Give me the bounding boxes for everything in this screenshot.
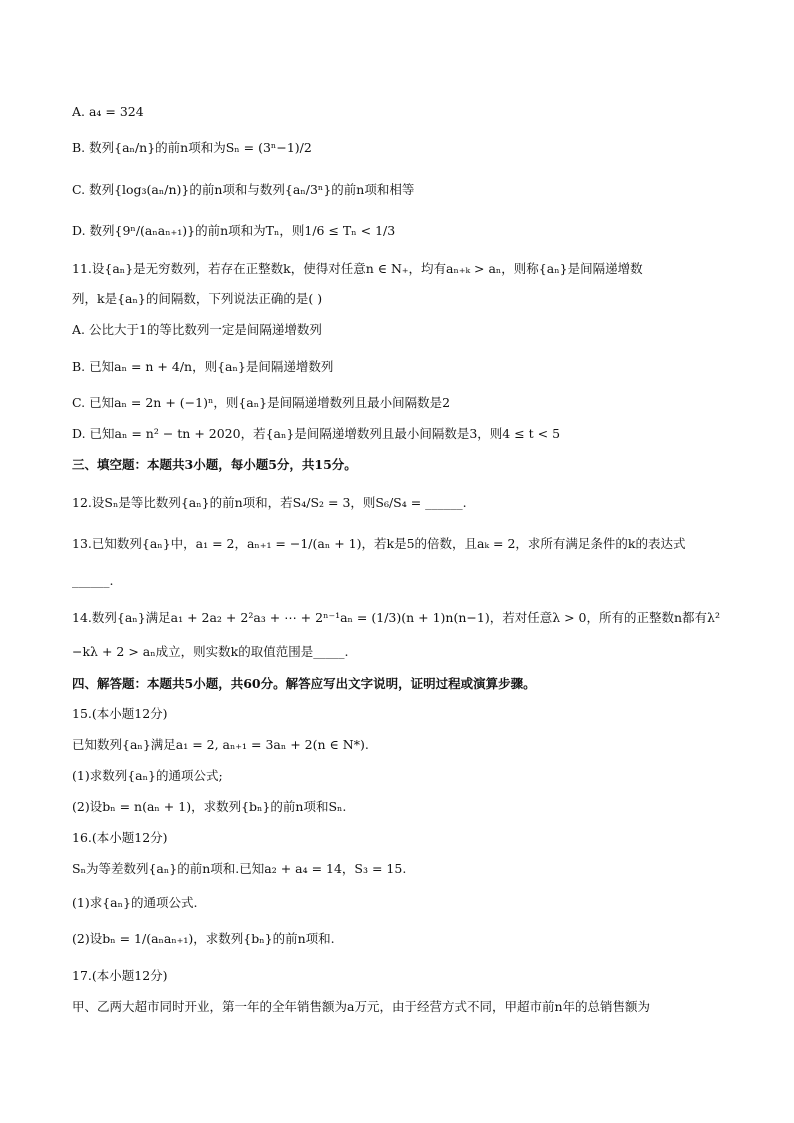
option-b-q10: B. 数列{aₙ/n}的前n项和为Sₙ = (3ⁿ−1)/2 bbox=[72, 140, 312, 155]
question-15-stem: 已知数列{aₙ}满足a₁ = 2, aₙ₊₁ = 3aₙ + 2(n ∈ N*). bbox=[72, 737, 369, 752]
question-15-header: 15.(本小题12分) bbox=[72, 706, 168, 721]
question-16-part-1: (1)求{aₙ}的通项公式. bbox=[72, 895, 198, 910]
question-15-part-2: (2)设bₙ = n(aₙ + 1)，求数列{bₙ}的前n项和Sₙ. bbox=[72, 799, 347, 814]
option-c-q11: C. 已知aₙ = 2n + (−1)ⁿ，则{aₙ}是间隔递增数列且最小间隔数是2 bbox=[72, 395, 451, 410]
question-16-header: 16.(本小题12分) bbox=[72, 830, 168, 845]
question-11-stem: 11.设{aₙ}是无穷数列，若存在正整数k，使得对任意n ∈ N₊，均有aₙ₊ₖ > aₙ，则称{aₙ}是间隔递增数 bbox=[72, 261, 643, 276]
option-a-q11: A. 公比大于1的等比数列一定是间隔递增数列 bbox=[72, 322, 322, 337]
question-15-part-1: (1)求数列{aₙ}的通项公式; bbox=[72, 768, 223, 783]
option-b-q11: B. 已知aₙ = n + 4/n，则{aₙ}是间隔递增数列 bbox=[72, 359, 334, 374]
question-13: 13.已知数列{aₙ}中，a₁ = 2，aₙ₊₁ = −1/(aₙ + 1)，若k是5的倍数，且aₖ = 2，求所有满足条件的k的表达式 bbox=[72, 536, 686, 551]
question-17-stem: 甲、乙两大超市同时开业，第一年的全年销售额为a万元，由于经营方式不同，甲超市前n年的总销售额为 bbox=[72, 999, 651, 1014]
question-17-header: 17.(本小题12分) bbox=[72, 968, 168, 983]
section-heading-solutions: 四、解答题：本题共5小题，共60分。解答应写出文字说明，证明过程或演算步骤。 bbox=[72, 676, 536, 691]
question-11-stem-cont: 列，k是{aₙ}的间隔数，下列说法正确的是( ) bbox=[72, 291, 323, 306]
question-13-blank: ______. bbox=[72, 573, 114, 588]
question-14: 14.数列{aₙ}满足a₁ + 2a₂ + 2²a₃ + ⋯ + 2ⁿ⁻¹aₙ = (1/3)(n + 1)n(n−1)，若对任意λ > 0，所有的正整数n都有λ² bbox=[72, 610, 720, 625]
option-d-q11: D. 已知aₙ = n² − tn + 2020，若{aₙ}是间隔递增数列且最小间隔数是3，则4 ≤ t < 5 bbox=[72, 426, 561, 441]
option-a-q10: A. a₄ = 324 bbox=[72, 104, 144, 119]
option-d-q10: D. 数列{9ⁿ/(aₙaₙ₊₁)}的前n项和为Tₙ，则1/6 ≤ Tₙ < 1/3 bbox=[72, 223, 396, 238]
question-16-part-2: (2)设bₙ = 1/(aₙaₙ₊₁)，求数列{bₙ}的前n项和. bbox=[72, 931, 335, 946]
section-heading-fill-in: 三、填空题：本题共3小题，每小题5分，共15分。 bbox=[72, 457, 357, 472]
question-16-stem: Sₙ为等差数列{aₙ}的前n项和.已知a₂ + a₄ = 14，S₃ = 15. bbox=[72, 861, 407, 876]
option-c-q10: C. 数列{log₃(aₙ/n)}的前n项和与数列{aₙ/3ⁿ}的前n项和相等 bbox=[72, 182, 415, 197]
question-12: 12.设Sₙ是等比数列{aₙ}的前n项和，若S₄/S₂ = 3，则S₆/S₄ = ______. bbox=[72, 495, 467, 510]
question-14-cont: −kλ + 2 > aₙ成立，则实数k的取值范围是_____. bbox=[72, 644, 349, 659]
